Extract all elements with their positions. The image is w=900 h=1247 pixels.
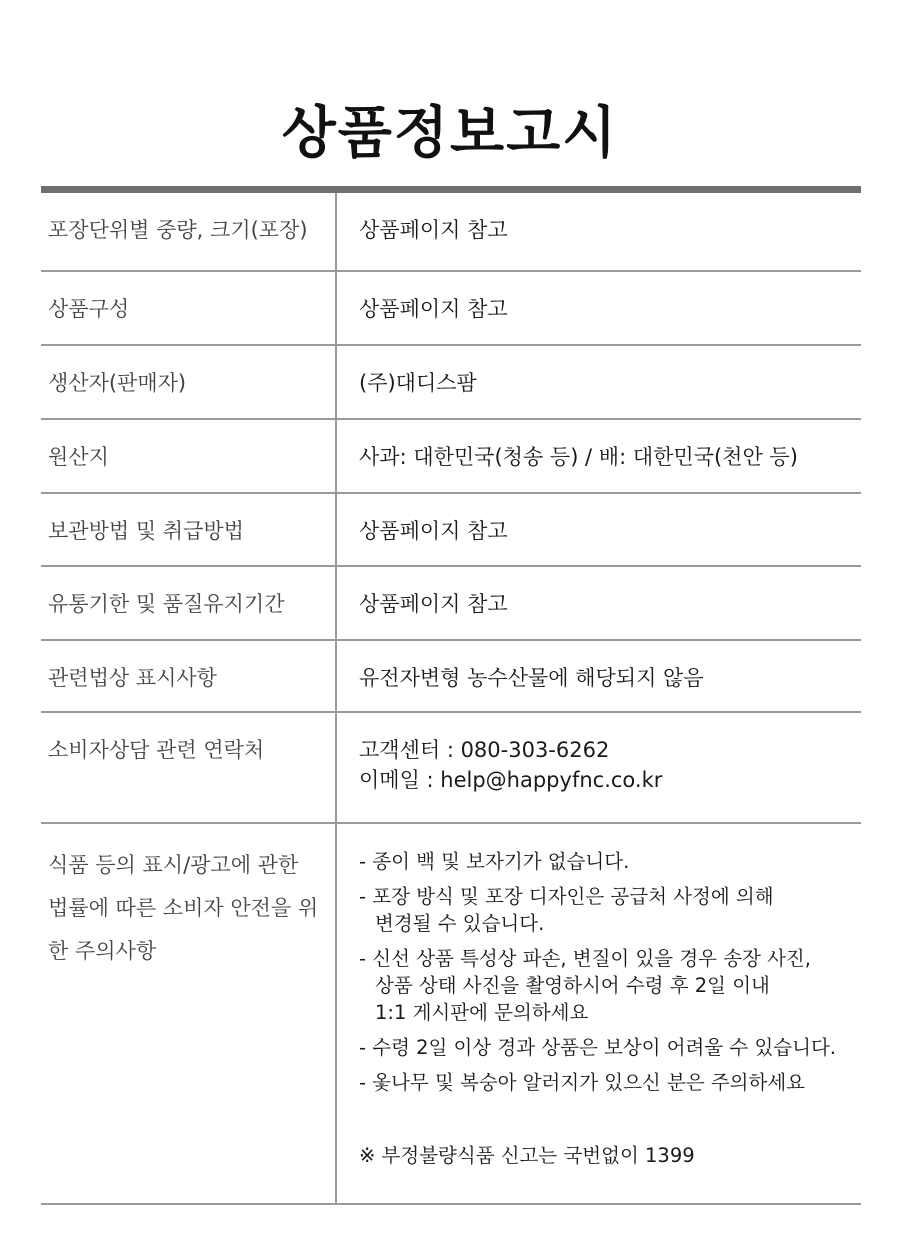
notice-line: 변경될 수 있습니다.	[375, 912, 545, 935]
report-hotline-note: ※ 부정불량식품 신고는 국번없이 1399	[359, 1144, 695, 1167]
table-row	[41, 713, 861, 824]
table-row	[41, 346, 861, 420]
notice-line: - 옻나무 및 복숭아 알러지가 있으신 분은 주의하세요	[359, 1071, 806, 1094]
row-value: 유전자변형 농수산물에 해당되지 않음	[359, 666, 704, 690]
table-row	[41, 494, 861, 567]
row-value: 상품페이지 참고	[359, 218, 508, 242]
row-label: 소비자상담 관련 연락처	[41, 713, 337, 822]
row-value: (주)대디스팜	[359, 371, 477, 395]
row-label: 보관방법 및 취급방법	[41, 494, 337, 565]
row-label: 관련법상 표시사항	[41, 641, 337, 711]
phone-number: 고객센터 : 080-303-6262	[359, 738, 610, 762]
notice-line: - 수령 2일 이상 경과 상품은 보상이 어려울 수 있습니다.	[359, 1036, 837, 1059]
row-label: 유통기한 및 품질유지기간	[41, 567, 337, 639]
notice-item	[359, 945, 861, 1026]
table-row	[41, 272, 861, 346]
notice-cell	[337, 824, 861, 1203]
email-address: 이메일 : help@happyfnc.co.kr	[359, 768, 663, 792]
row-label: 생산자(판매자)	[41, 346, 337, 418]
row-label: 상품구성	[41, 272, 337, 344]
notice-line: - 종이 백 및 보자기가 없습니다.	[359, 850, 630, 873]
notice-line: 1:1 게시판에 문의하세요	[375, 1001, 589, 1024]
table-row	[41, 420, 861, 494]
notice-item	[359, 883, 861, 937]
row-value: 상품페이지 참고	[359, 297, 508, 321]
notice-item	[359, 848, 861, 875]
page-title: 상품정보고시	[281, 100, 619, 166]
notice-line: - 신선 상품 특성상 파손, 변질이 있을 경우 송장 사진,	[359, 947, 811, 970]
row-label: 포장단위별 중량, 크기(포장)	[41, 193, 337, 270]
contact-info	[337, 713, 861, 822]
row-value: 상품페이지 참고	[359, 519, 508, 543]
notice-line: - 포장 방식 및 포장 디자인은 공급처 사정에 의해	[359, 885, 774, 908]
row-label: 원산지	[41, 420, 337, 492]
notice-list	[359, 846, 861, 1096]
table-row	[41, 824, 861, 1205]
row-value: 상품페이지 참고	[359, 592, 508, 616]
row-value: 사과: 대한민국(청송 등) / 배: 대한민국(천안 등)	[359, 445, 798, 469]
table-row	[41, 193, 861, 272]
notice-item	[359, 1034, 861, 1061]
table-row	[41, 641, 861, 713]
notice-line: 상품 상태 사진을 촬영하시어 수령 후 2일 이내	[375, 974, 770, 997]
product-info-table	[41, 186, 861, 1205]
notice-item	[359, 1069, 861, 1096]
row-label: 식품 등의 표시/광고에 관한 법률에 따른 소비자 안전을 위한 주의사항	[41, 824, 337, 1203]
table-row	[41, 567, 861, 641]
